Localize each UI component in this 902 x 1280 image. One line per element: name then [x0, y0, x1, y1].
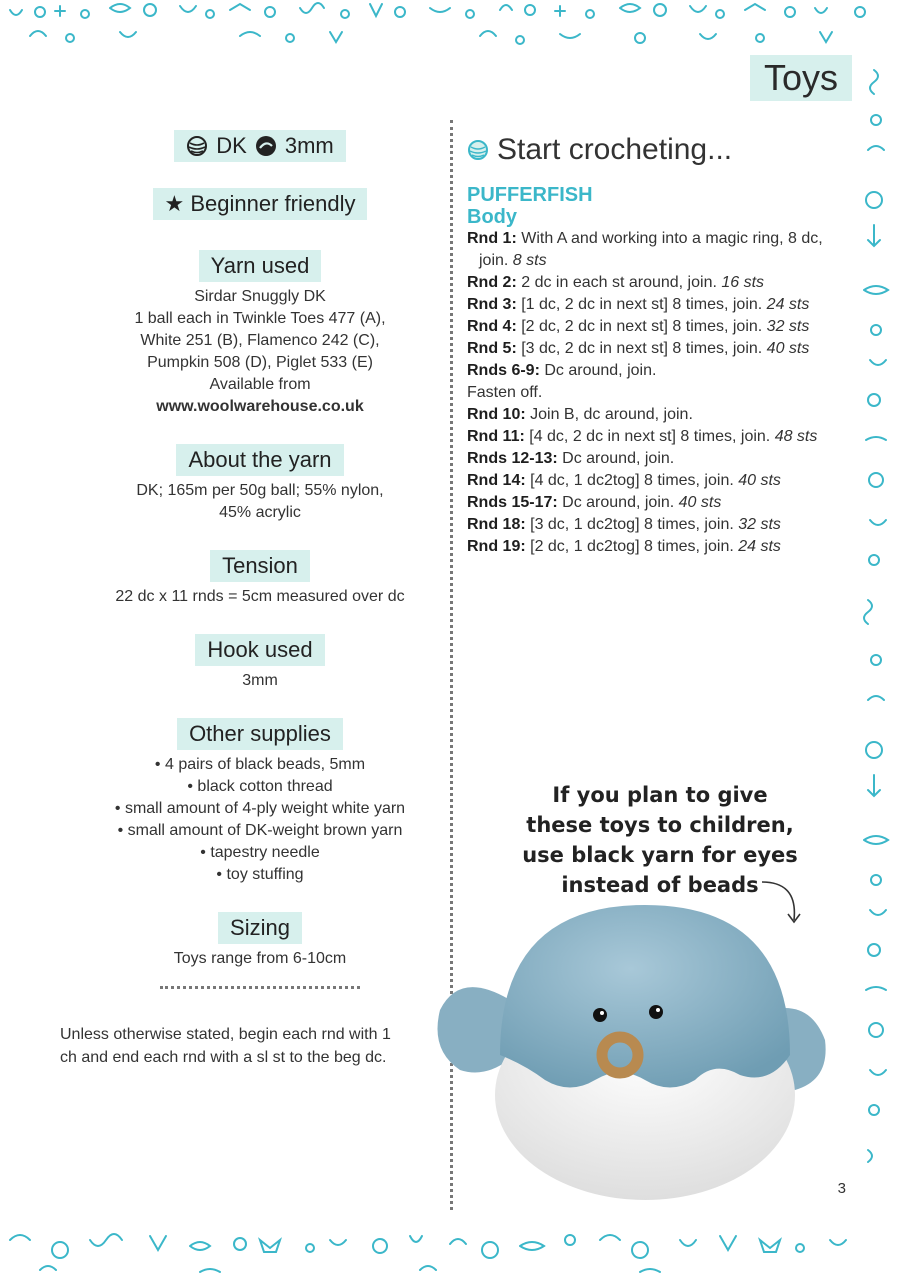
sizing-text: Toys range from 6-10cm	[173, 950, 347, 967]
start-text: Start crocheting...	[497, 133, 733, 166]
blue-body	[500, 905, 790, 1088]
about-yarn-line: DK; 165m per 50g ball; 55% nylon,	[136, 482, 384, 499]
hook-size: 3mm	[284, 133, 334, 158]
yarn-used-heading: Yarn used	[199, 250, 322, 282]
round-row: Rnd 5: [3 dc, 2 dc in next st] 8 times, join. 40 sts	[467, 340, 810, 357]
callout-line: instead of beads	[561, 873, 759, 897]
other-supplies-heading: Other supplies	[177, 718, 343, 750]
star-icon: ★	[164, 191, 185, 216]
pufferfish-toy-illustration	[430, 880, 850, 1210]
hook-icon	[255, 135, 277, 157]
round-row: Rnd 10: Join B, dc around, join.	[467, 406, 693, 423]
supplier-link[interactable]: www.woolwarehouse.co.uk	[156, 398, 364, 415]
round-row: Rnds 12-13: Dc around, join.	[467, 450, 675, 467]
page-number: 3	[837, 1180, 846, 1197]
hook-used-heading: Hook used	[195, 634, 324, 666]
yarn-line: 1 ball each in Twinkle Toes 477 (A),	[134, 310, 386, 327]
doodle-border-bottom	[0, 1200, 902, 1280]
yarn-line: Available from	[209, 376, 311, 393]
start-heading	[467, 130, 847, 170]
supply-item: • 4 pairs of black beads, 5mm	[154, 756, 366, 773]
about-yarn-heading: About the yarn	[176, 444, 343, 476]
specs-pill	[174, 130, 345, 162]
tension-text: 22 dc x 11 rnds = 5cm measured over dc	[115, 588, 405, 605]
about-yarn-block	[55, 444, 465, 524]
round-row: Rnd 2: 2 dc in each st around, join. 16 sts	[467, 274, 765, 291]
round-row: Rnds 15-17: Dc around, join. 40 sts	[467, 494, 722, 511]
yarn-line: Sirdar Snuggly DK	[194, 288, 326, 305]
callout-line: these toys to children,	[526, 813, 794, 837]
yarn-used-block	[55, 250, 465, 418]
supply-item: • small amount of 4-ply weight white yarn	[114, 800, 406, 817]
tension-block	[55, 550, 465, 608]
skill-level: Beginner friendly	[190, 191, 356, 216]
round-row: Rnd 11: [4 dc, 2 dc in next st] 8 times, join. 48 sts	[467, 428, 818, 445]
round-row: Rnd 1: With A and working into a magic ring, 8 dc, join. 8 sts	[467, 230, 823, 269]
skill-block	[55, 188, 465, 220]
yarn-weight: DK	[216, 133, 247, 158]
yarn-line: Pumpkin 508 (D), Piglet 533 (E)	[147, 354, 373, 371]
rounds-list	[467, 228, 847, 558]
hook-used-text: 3mm	[242, 672, 278, 689]
round-row: Rnd 4: [2 dc, 2 dc in next st] 8 times, join. 32 sts	[467, 318, 810, 335]
general-note: Unless otherwise stated, begin each rnd with 1 ch and end each rnd with a sl st to the beg dc.	[60, 1026, 391, 1066]
round-row: Rnd 19: [2 dc, 1 dc2tog] 8 times, join. 24 sts	[467, 538, 781, 555]
pattern-column	[467, 130, 847, 558]
left-eye	[593, 1008, 607, 1022]
round-row: Rnd 18: [3 dc, 1 dc2tog] 8 times, join. 32 sts	[467, 516, 781, 533]
tension-heading: Tension	[210, 550, 310, 582]
other-supplies-block	[55, 718, 465, 886]
specs-block	[55, 130, 465, 162]
round-row: Rnd 3: [1 dc, 2 dc in next st] 8 times, join. 24 sts	[467, 296, 810, 313]
supply-item: • small amount of DK-weight brown yarn	[117, 822, 403, 839]
callout-line: If you plan to give	[552, 783, 768, 807]
round-row: Rnds 6-9: Dc around, join.	[467, 362, 657, 379]
doodle-border-right	[854, 50, 902, 1200]
yarn-ball-icon	[186, 135, 208, 157]
section-tab: Toys	[750, 55, 852, 101]
dotted-separator	[160, 986, 360, 989]
supply-item: • toy stuffing	[216, 866, 304, 883]
sizing-heading: Sizing	[218, 912, 302, 944]
round-row: Fasten off.	[467, 384, 543, 401]
about-yarn-line: 45% acrylic	[219, 504, 301, 521]
round-row: Rnd 14: [4 dc, 1 dc2tog] 8 times, join. 40 sts	[467, 472, 781, 489]
supply-item: • tapestry needle	[200, 844, 320, 861]
pattern-subtitle: Body	[467, 206, 517, 228]
sizing-block	[55, 912, 465, 989]
materials-column	[55, 130, 465, 1069]
right-eye	[649, 1005, 663, 1019]
hook-used-block	[55, 634, 465, 692]
yarn-line: White 251 (B), Flamenco 242 (C),	[140, 332, 380, 349]
yarn-ball-icon	[467, 139, 489, 161]
callout-line: use black yarn for eyes	[522, 843, 798, 867]
pattern-title: PUFFERFISH	[467, 184, 593, 206]
skill-pill	[153, 188, 368, 220]
supply-item: • black cotton thread	[187, 778, 333, 795]
doodle-border-top	[0, 0, 902, 50]
